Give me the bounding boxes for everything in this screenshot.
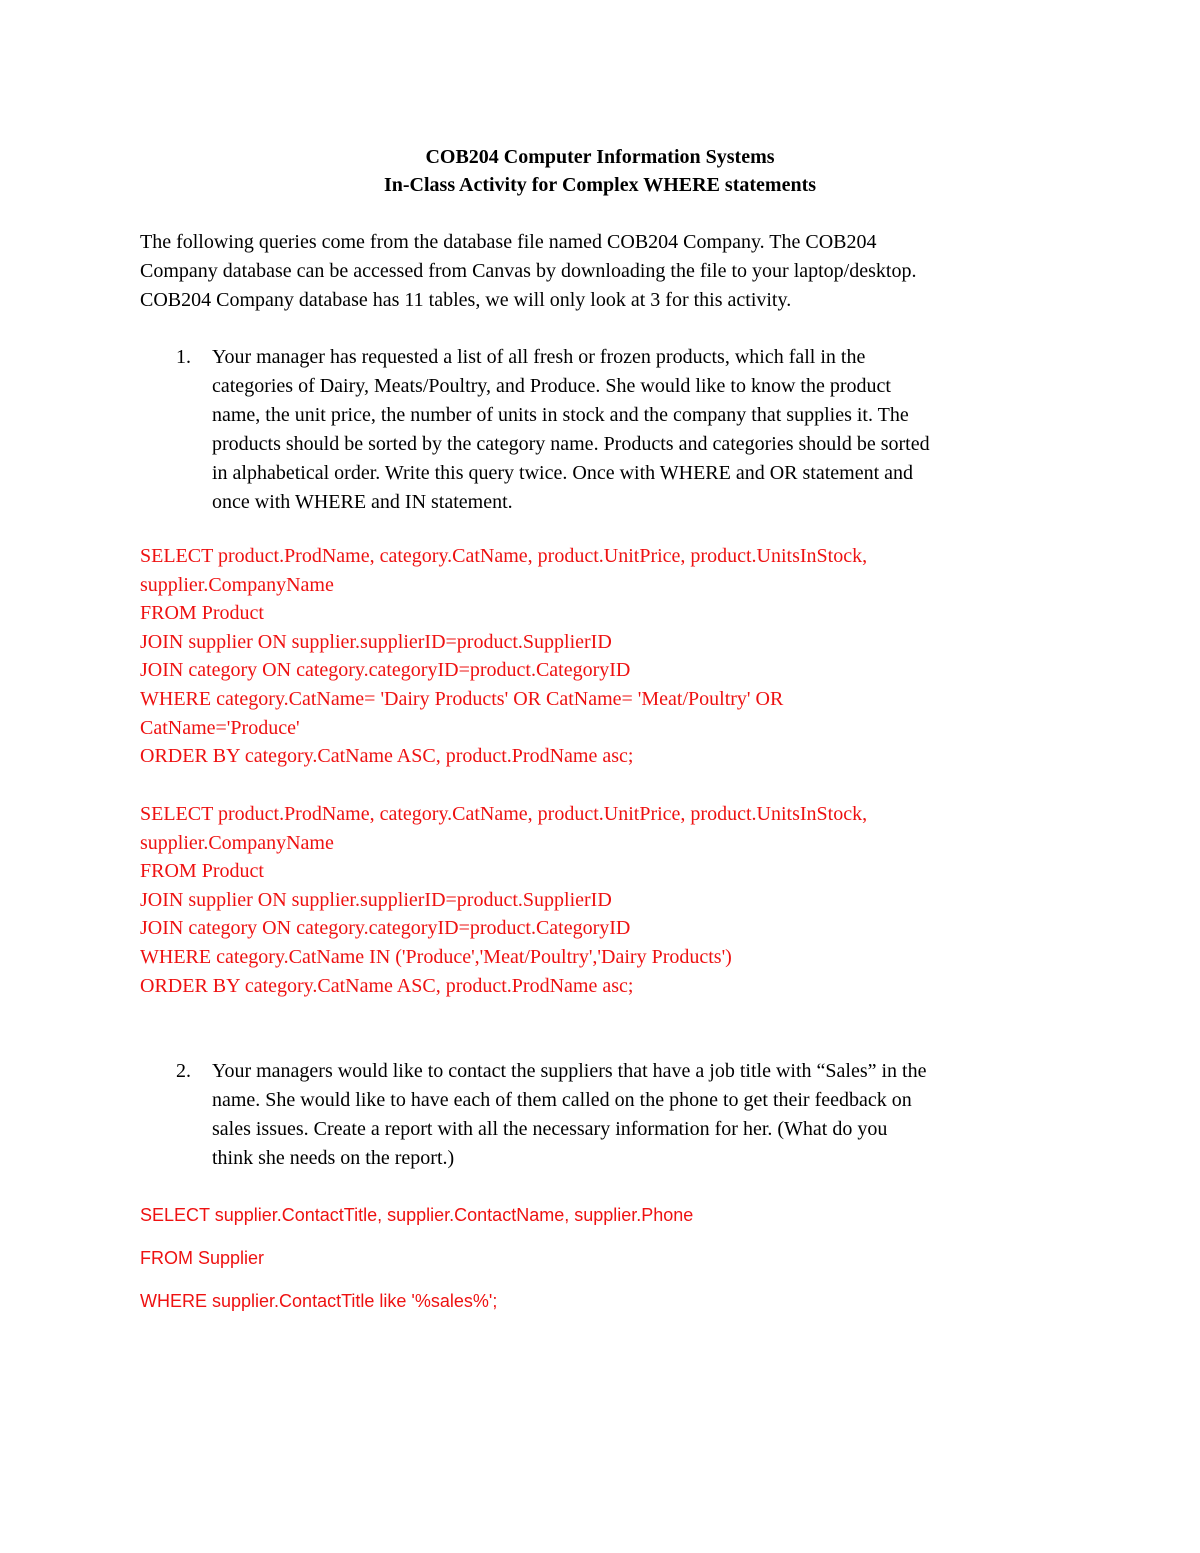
question-text — [212, 343, 930, 517]
sql-line: WHERE category.CatName IN ('Produce','Meat/Poultry','Dairy Products') — [140, 945, 732, 968]
question-number: 1. — [176, 346, 191, 368]
answer-2-query — [140, 1201, 693, 1330]
answer-1-or-query — [140, 542, 1060, 771]
answer-1-in-query — [140, 800, 1060, 1000]
question-line: sales issues. Create a report with all the necessary information for her. (What do you — [212, 1118, 888, 1140]
question-text — [212, 1057, 926, 1173]
sql-line: FROM Product — [140, 602, 264, 625]
question-line: once with WHERE and IN statement. — [212, 491, 513, 513]
question-line: products should be sorted by the category name. Products and categories should be sorted — [212, 433, 930, 455]
course-title: COB204 Computer Information Systems — [425, 146, 775, 168]
intro-paragraph — [140, 228, 1060, 315]
question-line: name, the unit price, the number of units in stock and the company that supplies it. The — [212, 404, 909, 426]
sql-line: JOIN category ON category.categoryID=product.CategoryID — [140, 917, 631, 940]
sql-line: JOIN supplier ON supplier.supplierID=product.SupplierID — [140, 630, 612, 653]
sql-line: WHERE category.CatName= 'Dairy Products' OR CatName= 'Meat/Poultry' OR — [140, 687, 784, 710]
question-line: categories of Dairy, Meats/Poultry, and Produce. She would like to know the product — [212, 375, 891, 397]
sql-line: supplier.CompanyName — [140, 831, 334, 854]
sql-line: ORDER BY category.CatName ASC, product.ProdName asc; — [140, 745, 634, 768]
sql-line: SELECT product.ProdName, category.CatName, product.UnitPrice, product.UnitsInStock, — [140, 545, 868, 567]
sql-line: JOIN supplier ON supplier.supplierID=product.SupplierID — [140, 888, 612, 911]
question-line: Your managers would like to contact the suppliers that have a job title with “Sales” in the — [212, 1060, 927, 1082]
sql-line: SELECT supplier.ContactTitle, supplier.ContactName, supplier.Phone — [140, 1205, 694, 1225]
question-line: in alphabetical order. Write this query twice. Once with WHERE and OR statement and — [212, 462, 914, 484]
sql-line: supplier.CompanyName — [140, 573, 334, 596]
sql-line: FROM Product — [140, 860, 264, 883]
activity-title: In-Class Activity for Complex WHERE statements — [383, 174, 817, 196]
question-line: think she needs on the report.) — [212, 1147, 455, 1169]
intro-line: The following queries come from the database file named COB204 Company. The COB204 — [140, 231, 877, 253]
sql-line: SELECT product.ProdName, category.CatName, product.UnitPrice, product.UnitsInStock, — [140, 803, 868, 825]
sql-line: FROM Supplier — [140, 1248, 265, 1268]
question-number: 2. — [176, 1060, 191, 1082]
sql-line: ORDER BY category.CatName ASC, product.ProdName asc; — [140, 974, 634, 997]
document-title — [140, 143, 1060, 199]
sql-line: JOIN category ON category.categoryID=product.CategoryID — [140, 659, 631, 682]
question-line: Your manager has requested a list of all fresh or frozen products, which fall in the — [212, 346, 866, 368]
sql-line: WHERE supplier.ContactTitle like '%sales%'; — [140, 1291, 498, 1311]
sql-line: CatName='Produce' — [140, 716, 300, 739]
intro-line: Company database can be accessed from Canvas by downloading the file to your laptop/desktop. — [140, 260, 917, 282]
question-line: name. She would like to have each of them called on the phone to get their feedback on — [212, 1089, 912, 1111]
intro-line: COB204 Company database has 11 tables, we will only look at 3 for this activity. — [140, 289, 792, 311]
